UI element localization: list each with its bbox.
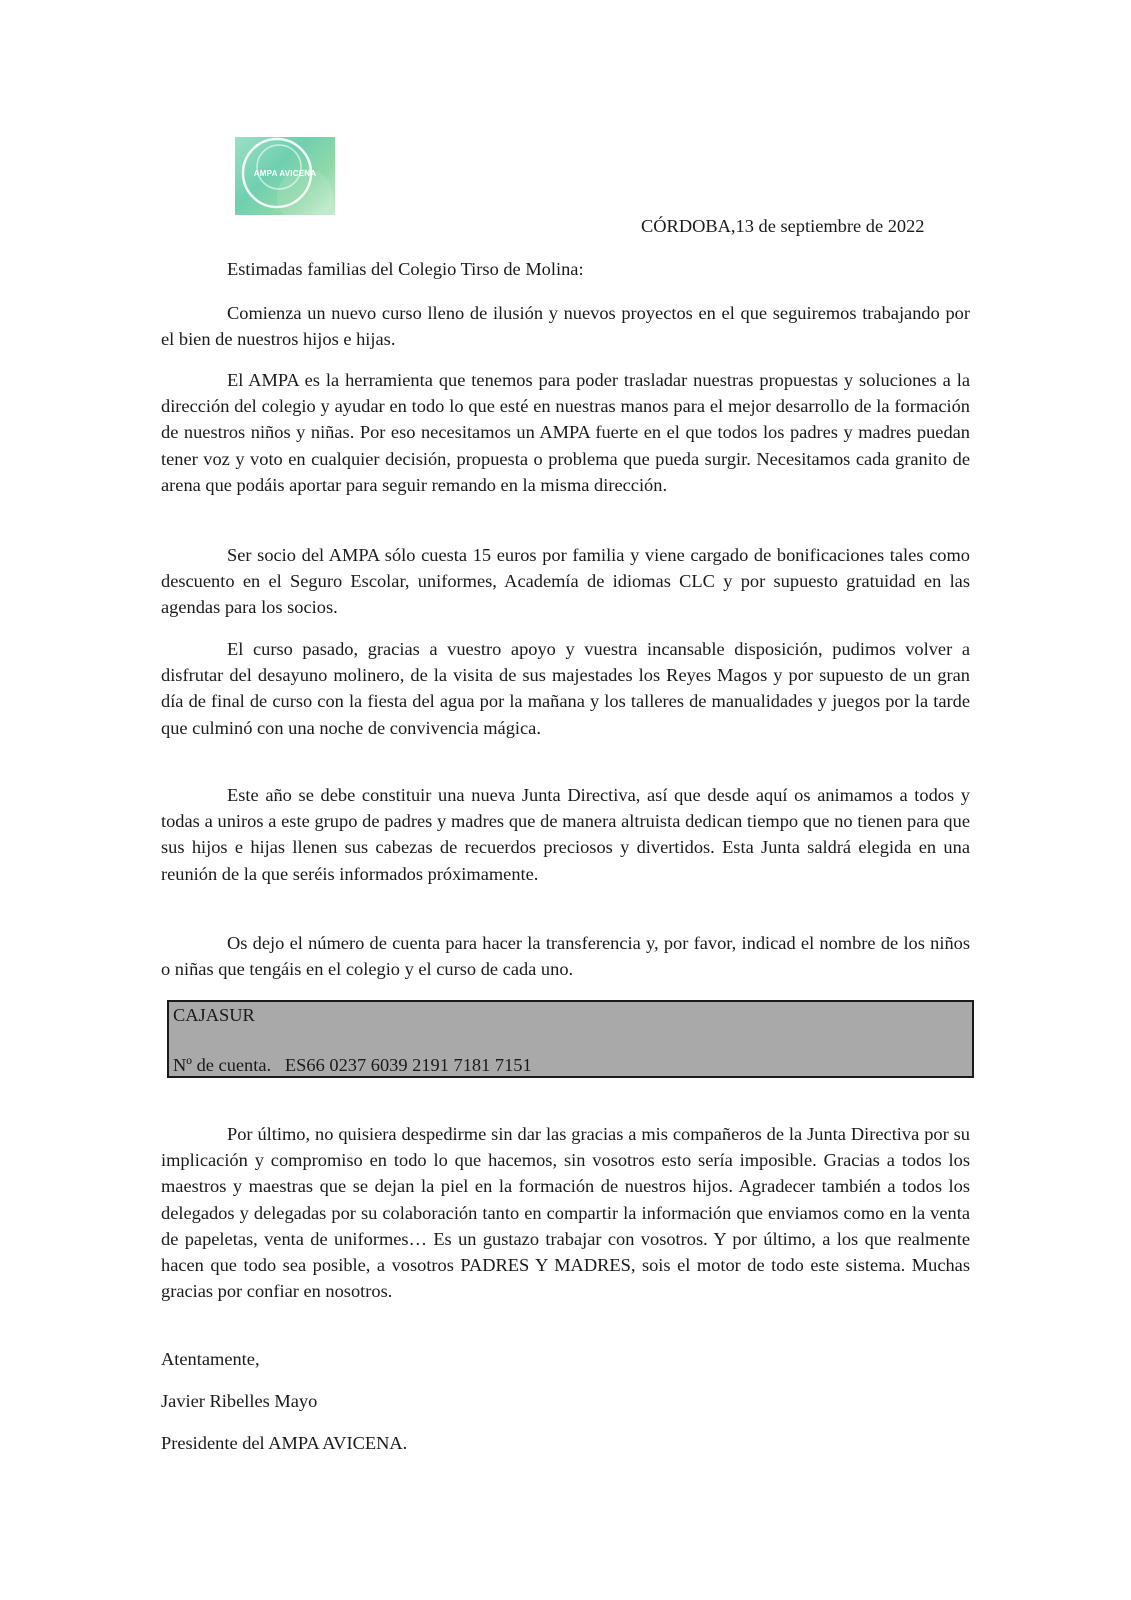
paragraph-intro: Comienza un nuevo curso lleno de ilusión y nuevos proyectos en el que seguiremos trabajando por el bien de nuestros hijos e hijas. [161,303,970,350]
greeting: Estimadas familias del Colegio Tirso de Molina: [227,259,584,279]
paragraph-junta-directiva: Este año se debe constituir una nueva Junta Directiva, así que desde aquí os animamos a todos y todas a uniros a este grupo de padres y madres que de manera altruista dedican tiempo que no tienen para que sus hijos e hijas llenen sus cabezas de recuerdos preciosos y divertidos. Esta Junta saldrá elegida en una reunión de la que seréis informados próximamente. [161,785,970,884]
ampa-avicena-logo [235,137,335,215]
signer-name: Javier Ribelles Mayo [161,1391,318,1411]
bank-details-box [167,1000,974,1078]
bank-account-line [173,1052,532,1078]
paragraph-transfer: Os dejo el número de cuenta para hacer la transferencia y, por favor, indicad el nombre de los niños o niñas que tengáis en el colegio y el curso de cada uno. [161,933,970,980]
paragraph-thanks: Por último, no quisiera despedirme sin dar las gracias a mis compañeros de la Junta Directiva por su implicación y compromiso en todo lo que hacemos, sin vosotros esto sería imposible. Gracias a todos los maestros y maestras que se dejan la piel en la formación de nuestros hijos. Agradecer también a todos los delegados y delegadas por su colaboración tanto en compartir la información que enviamos como en la venta de papeletas, venta de uniformes… Es un gustazo trabajar con vosotros. Y por último, a los que realmente hacen que todo sea posible, a vosotros PADRES Y MADRES, sois el motor de todo este sistema. Muchas gracias por confiar en nosotros. [161,1124,970,1302]
account-number: ES66 0237 6039 2191 7181 7151 [284,1055,532,1075]
signer-title: Presidente del AMPA AVICENA. [161,1433,408,1453]
paragraph-ampa-purpose: El AMPA es la herramienta que tenemos para poder trasladar nuestras propuestas y soluciones a la dirección del colegio y ayudar en todo lo que esté en nuestras manos para el mejor desarrollo de la formación de nuestros niños y niñas. Por eso necesitamos un AMPA fuerte en el que todos los padres y madres puedan tener voz y voto en cualquier decisión, propuesta o problema que pueda surgir. Necesitamos cada granito de arena que podáis aportar para seguir remando en la misma dirección. [161,370,970,495]
logo-text: AMPA AVICENA [253,169,317,178]
bank-name: CAJASUR [173,1005,255,1025]
letter-date: CÓRDOBA,13 de septiembre de 2022 [641,216,925,236]
account-label: Nº de cuenta. [173,1055,272,1075]
paragraph-membership: Ser socio del AMPA sólo cuesta 15 euros por familia y viene cargado de bonificaciones tales como descuento en el Seguro Escolar, uniformes, Academía de idiomas CLC y por supuesto gratuidad en las agendas para los socios. [161,545,970,618]
paragraph-last-year: El curso pasado, gracias a vuestro apoyo y vuestra incansable disposición, pudimos volver a disfrutar del desayuno molinero, de la visita de sus majestades los Reyes Magos y por supuesto de un gran día de final de curso con la fiesta del agua por la mañana y los talleres de manualidades y juegos por la tarde que culminó con una noche de convivencia mágica. [161,639,970,738]
signoff: Atentamente, [161,1349,260,1369]
